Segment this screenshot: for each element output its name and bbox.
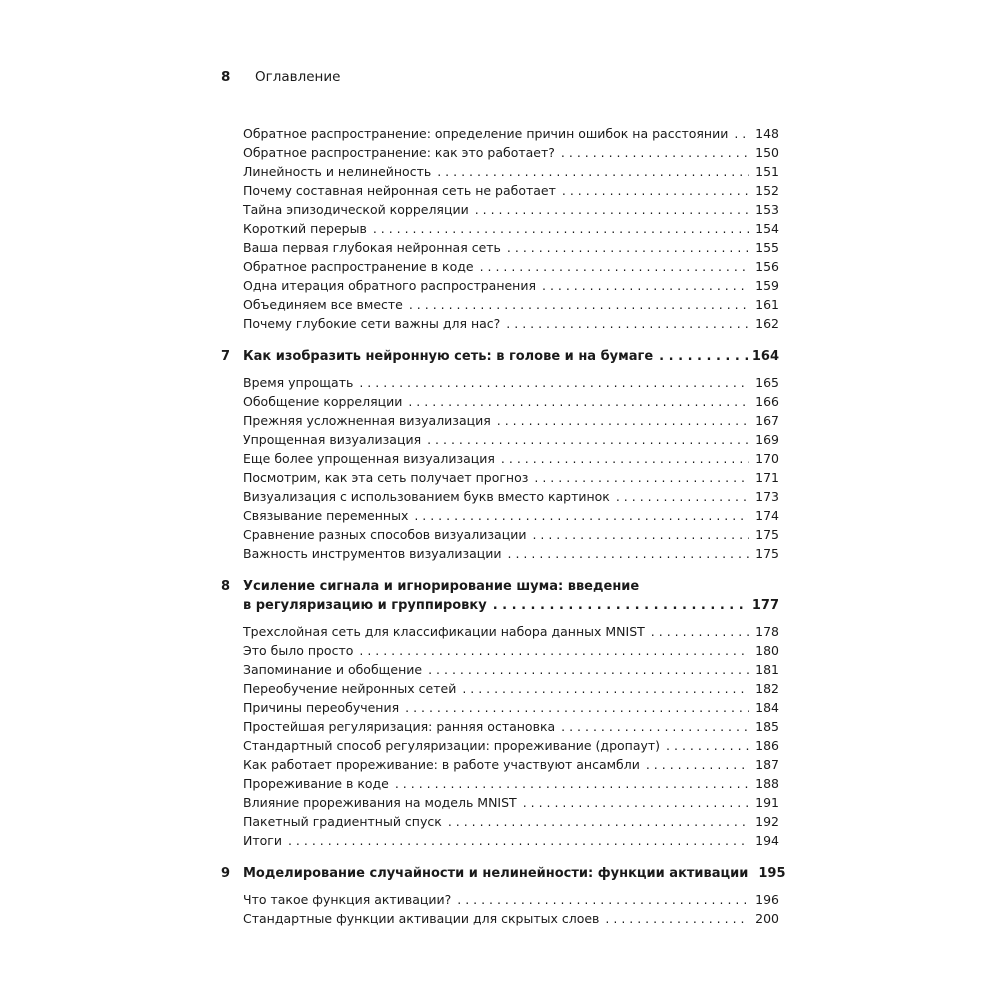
toc-entry[interactable] — [221, 276, 779, 295]
toc-entry-page: 165 — [755, 375, 779, 390]
toc-entry-title: Обобщение корреляции — [243, 392, 408, 411]
toc-entry-title: Пакетный градиентный спуск — [243, 812, 448, 831]
toc-entry-page: 152 — [755, 183, 779, 198]
toc-entry-page: 178 — [755, 624, 779, 639]
toc-entry-title: Почему глубокие сети важны для нас? — [243, 314, 506, 333]
toc-entry[interactable] — [221, 890, 779, 909]
toc-entry-page: 188 — [755, 776, 779, 791]
toc-entry-title: Прореживание в коде — [243, 774, 395, 793]
dot-leader — [395, 774, 749, 793]
dot-leader — [646, 755, 749, 774]
dot-leader — [497, 411, 749, 430]
toc-entry-title: Запоминание и обобщение — [243, 660, 428, 679]
dot-leader — [561, 143, 749, 162]
dot-leader — [562, 181, 749, 200]
toc-entry-page: 196 — [755, 892, 779, 907]
toc-entry-title: Время упрощать — [243, 373, 359, 392]
toc-entry[interactable] — [221, 430, 779, 449]
page-header — [221, 69, 340, 85]
table-of-contents — [221, 124, 786, 928]
toc-entry-title: Важность инструментов визуализации — [243, 544, 508, 563]
chapter-heading[interactable] — [221, 577, 779, 615]
toc-entry-page: 181 — [755, 662, 779, 677]
dot-leader — [616, 487, 749, 506]
dot-leader — [475, 200, 749, 219]
dot-leader — [480, 257, 750, 276]
dot-leader — [462, 679, 749, 698]
toc-entry[interactable] — [221, 506, 779, 525]
chapter-heading[interactable] — [221, 347, 779, 366]
dot-leader — [651, 622, 749, 641]
toc-entry[interactable] — [221, 831, 779, 850]
toc-entry-title: Трехслойная сеть для классификации набора данных MNIST — [243, 622, 651, 641]
toc-entry-title: Сравнение разных способов визуализации — [243, 525, 532, 544]
toc-entry-page: 173 — [755, 489, 779, 504]
toc-entry-title: Одна итерация обратного распространения — [243, 276, 542, 295]
toc-entry-page: 155 — [755, 240, 779, 255]
toc-entry-title: Это было просто — [243, 641, 359, 660]
toc-entry[interactable] — [221, 622, 779, 641]
toc-entry-title: Простейшая регуляризация: ранняя остановка — [243, 717, 561, 736]
dot-leader — [493, 596, 748, 615]
toc-entry-page: 200 — [755, 911, 779, 926]
dot-leader — [542, 276, 749, 295]
toc-entry[interactable] — [221, 200, 779, 219]
toc-entry-page: 194 — [755, 833, 779, 848]
chapter-title-line: в регуляризацию и группировку — [243, 598, 487, 613]
toc-entry-page: 186 — [755, 738, 779, 753]
toc-entry-page: 185 — [755, 719, 779, 734]
dot-leader — [605, 909, 749, 928]
toc-entry-title: Что такое функция активации? — [243, 890, 457, 909]
toc-entry[interactable] — [221, 525, 779, 544]
toc-entry-title: Почему составная нейронная сеть не работает — [243, 181, 562, 200]
toc-entry[interactable] — [221, 392, 779, 411]
toc-entry[interactable] — [221, 679, 779, 698]
chapter-number: 9 — [221, 866, 231, 881]
toc-entry[interactable] — [221, 755, 779, 774]
toc-entry-title: Объединяем все вместе — [243, 295, 409, 314]
toc-entry[interactable] — [221, 295, 779, 314]
toc-entry[interactable] — [221, 487, 779, 506]
toc-entry-title: Обратное распространение в коде — [243, 257, 480, 276]
toc-entry-title: Влияние прореживания на модель MNIST — [243, 793, 523, 812]
toc-entry[interactable] — [221, 909, 779, 928]
dot-leader — [659, 347, 748, 366]
toc-entry[interactable] — [221, 544, 779, 563]
toc-entry-title: Еще более упрощенная визуализация — [243, 449, 501, 468]
toc-entry-page: 191 — [755, 795, 779, 810]
toc-entry-page: 171 — [755, 470, 779, 485]
dot-leader — [409, 295, 749, 314]
dot-leader — [428, 660, 749, 679]
dot-leader — [532, 525, 749, 544]
chapter-title-line: Как изобразить нейронную сеть: в голове и на бумаге — [243, 349, 654, 364]
dot-leader — [457, 890, 749, 909]
toc-entry-title: Обратное распространение: определение причин ошибок на расстоянии — [243, 124, 734, 143]
dot-leader — [561, 717, 749, 736]
running-title: Оглавление — [255, 69, 341, 85]
toc-entry-page: 156 — [755, 259, 779, 274]
dot-leader — [508, 544, 750, 563]
toc-entry-title: Прежняя усложненная визуализация — [243, 411, 497, 430]
toc-entry-title: Упрощенная визуализация — [243, 430, 427, 449]
chapter-heading[interactable] — [221, 864, 786, 883]
dot-leader — [373, 219, 749, 238]
toc-entry[interactable] — [221, 641, 779, 660]
dot-leader — [523, 793, 749, 812]
dot-leader — [359, 373, 749, 392]
toc-entry-page: 166 — [755, 394, 779, 409]
toc-entry-title: Как работает прореживание: в работе участвуют ансамбли — [243, 755, 646, 774]
dot-leader — [534, 468, 749, 487]
toc-entry-page: 153 — [755, 202, 779, 217]
toc-entry-page: 167 — [755, 413, 779, 428]
toc-entry[interactable] — [221, 793, 779, 812]
toc-entry[interactable] — [221, 411, 779, 430]
toc-entry-title: Стандартные функции активации для скрытых слоев — [243, 909, 605, 928]
toc-entry-page: 150 — [755, 145, 779, 160]
toc-entry-page: 159 — [755, 278, 779, 293]
toc-entry[interactable] — [221, 812, 779, 831]
toc-entry[interactable] — [221, 219, 779, 238]
dot-leader — [414, 506, 749, 525]
toc-entry-page: 175 — [755, 546, 779, 561]
toc-entry-page: 174 — [755, 508, 779, 523]
toc-entry-page: 175 — [755, 527, 779, 542]
toc-entry-page: 154 — [755, 221, 779, 236]
toc-entry[interactable] — [221, 449, 779, 468]
dot-leader — [427, 430, 749, 449]
toc-entry[interactable] — [221, 257, 779, 276]
toc-entry[interactable] — [221, 774, 779, 793]
dot-leader — [506, 314, 749, 333]
toc-entry-title: Стандартный способ регуляризации: прореживание (дропаут) — [243, 736, 666, 755]
toc-entry[interactable] — [221, 468, 779, 487]
toc-entry-page: 187 — [755, 757, 779, 772]
dot-leader — [501, 449, 749, 468]
toc-entry[interactable] — [221, 717, 779, 736]
toc-entry-title: Короткий перерыв — [243, 219, 373, 238]
toc-entry[interactable] — [221, 373, 779, 392]
toc-entry-title: Обратное распространение: как это работает? — [243, 143, 561, 162]
toc-entry-title: Визуализация с использованием букв вместо картинок — [243, 487, 616, 506]
toc-entry-title: Посмотрим, как эта сеть получает прогноз — [243, 468, 534, 487]
toc-entry[interactable] — [221, 238, 779, 257]
chapter-number: 8 — [221, 579, 231, 594]
toc-entry[interactable] — [221, 181, 779, 200]
chapter-number: 7 — [221, 349, 231, 364]
toc-entry[interactable] — [221, 660, 779, 679]
page-number: 8 — [221, 69, 231, 85]
dot-leader — [734, 124, 749, 143]
toc-entry-page: 182 — [755, 681, 779, 696]
toc-entry[interactable] — [221, 736, 779, 755]
toc-entry[interactable] — [221, 124, 779, 143]
toc-entry-page: 170 — [755, 451, 779, 466]
toc-entry-title: Переобучение нейронных сетей — [243, 679, 462, 698]
chapter-page: 177 — [751, 598, 779, 613]
toc-entry-page: 151 — [755, 164, 779, 179]
toc-entry-page: 162 — [755, 316, 779, 331]
toc-entry-page: 148 — [755, 126, 779, 141]
toc-entry[interactable] — [221, 314, 779, 333]
dot-leader — [437, 162, 749, 181]
chapter-title-line: Моделирование случайности и нелинейности: функции активации — [243, 866, 749, 881]
chapter-page: 164 — [751, 349, 779, 364]
dot-leader — [288, 831, 749, 850]
toc-entry-page: 169 — [755, 432, 779, 447]
toc-entry-title: Линейность и нелинейность — [243, 162, 437, 181]
toc-entry-title: Итоги — [243, 831, 288, 850]
toc-entry[interactable] — [221, 143, 779, 162]
toc-entry-title: Тайна эпизодической корреляции — [243, 200, 475, 219]
toc-entry-title: Причины переобучения — [243, 698, 405, 717]
toc-entry[interactable] — [221, 698, 779, 717]
chapter-title-line: Усиление сигнала и игнорирование шума: введение — [243, 579, 640, 594]
dot-leader — [408, 392, 749, 411]
toc-entry-title: Связывание переменных — [243, 506, 414, 525]
chapter-page: 195 — [758, 866, 786, 881]
dot-leader — [507, 238, 749, 257]
toc-entry-page: 180 — [755, 643, 779, 658]
dot-leader — [359, 641, 749, 660]
dot-leader — [448, 812, 749, 831]
toc-entry-page: 184 — [755, 700, 779, 715]
toc-entry-page: 192 — [755, 814, 779, 829]
dot-leader — [666, 736, 749, 755]
toc-entry-title: Ваша первая глубокая нейронная сеть — [243, 238, 507, 257]
toc-entry-page: 161 — [755, 297, 779, 312]
toc-entry[interactable] — [221, 162, 779, 181]
dot-leader — [405, 698, 749, 717]
